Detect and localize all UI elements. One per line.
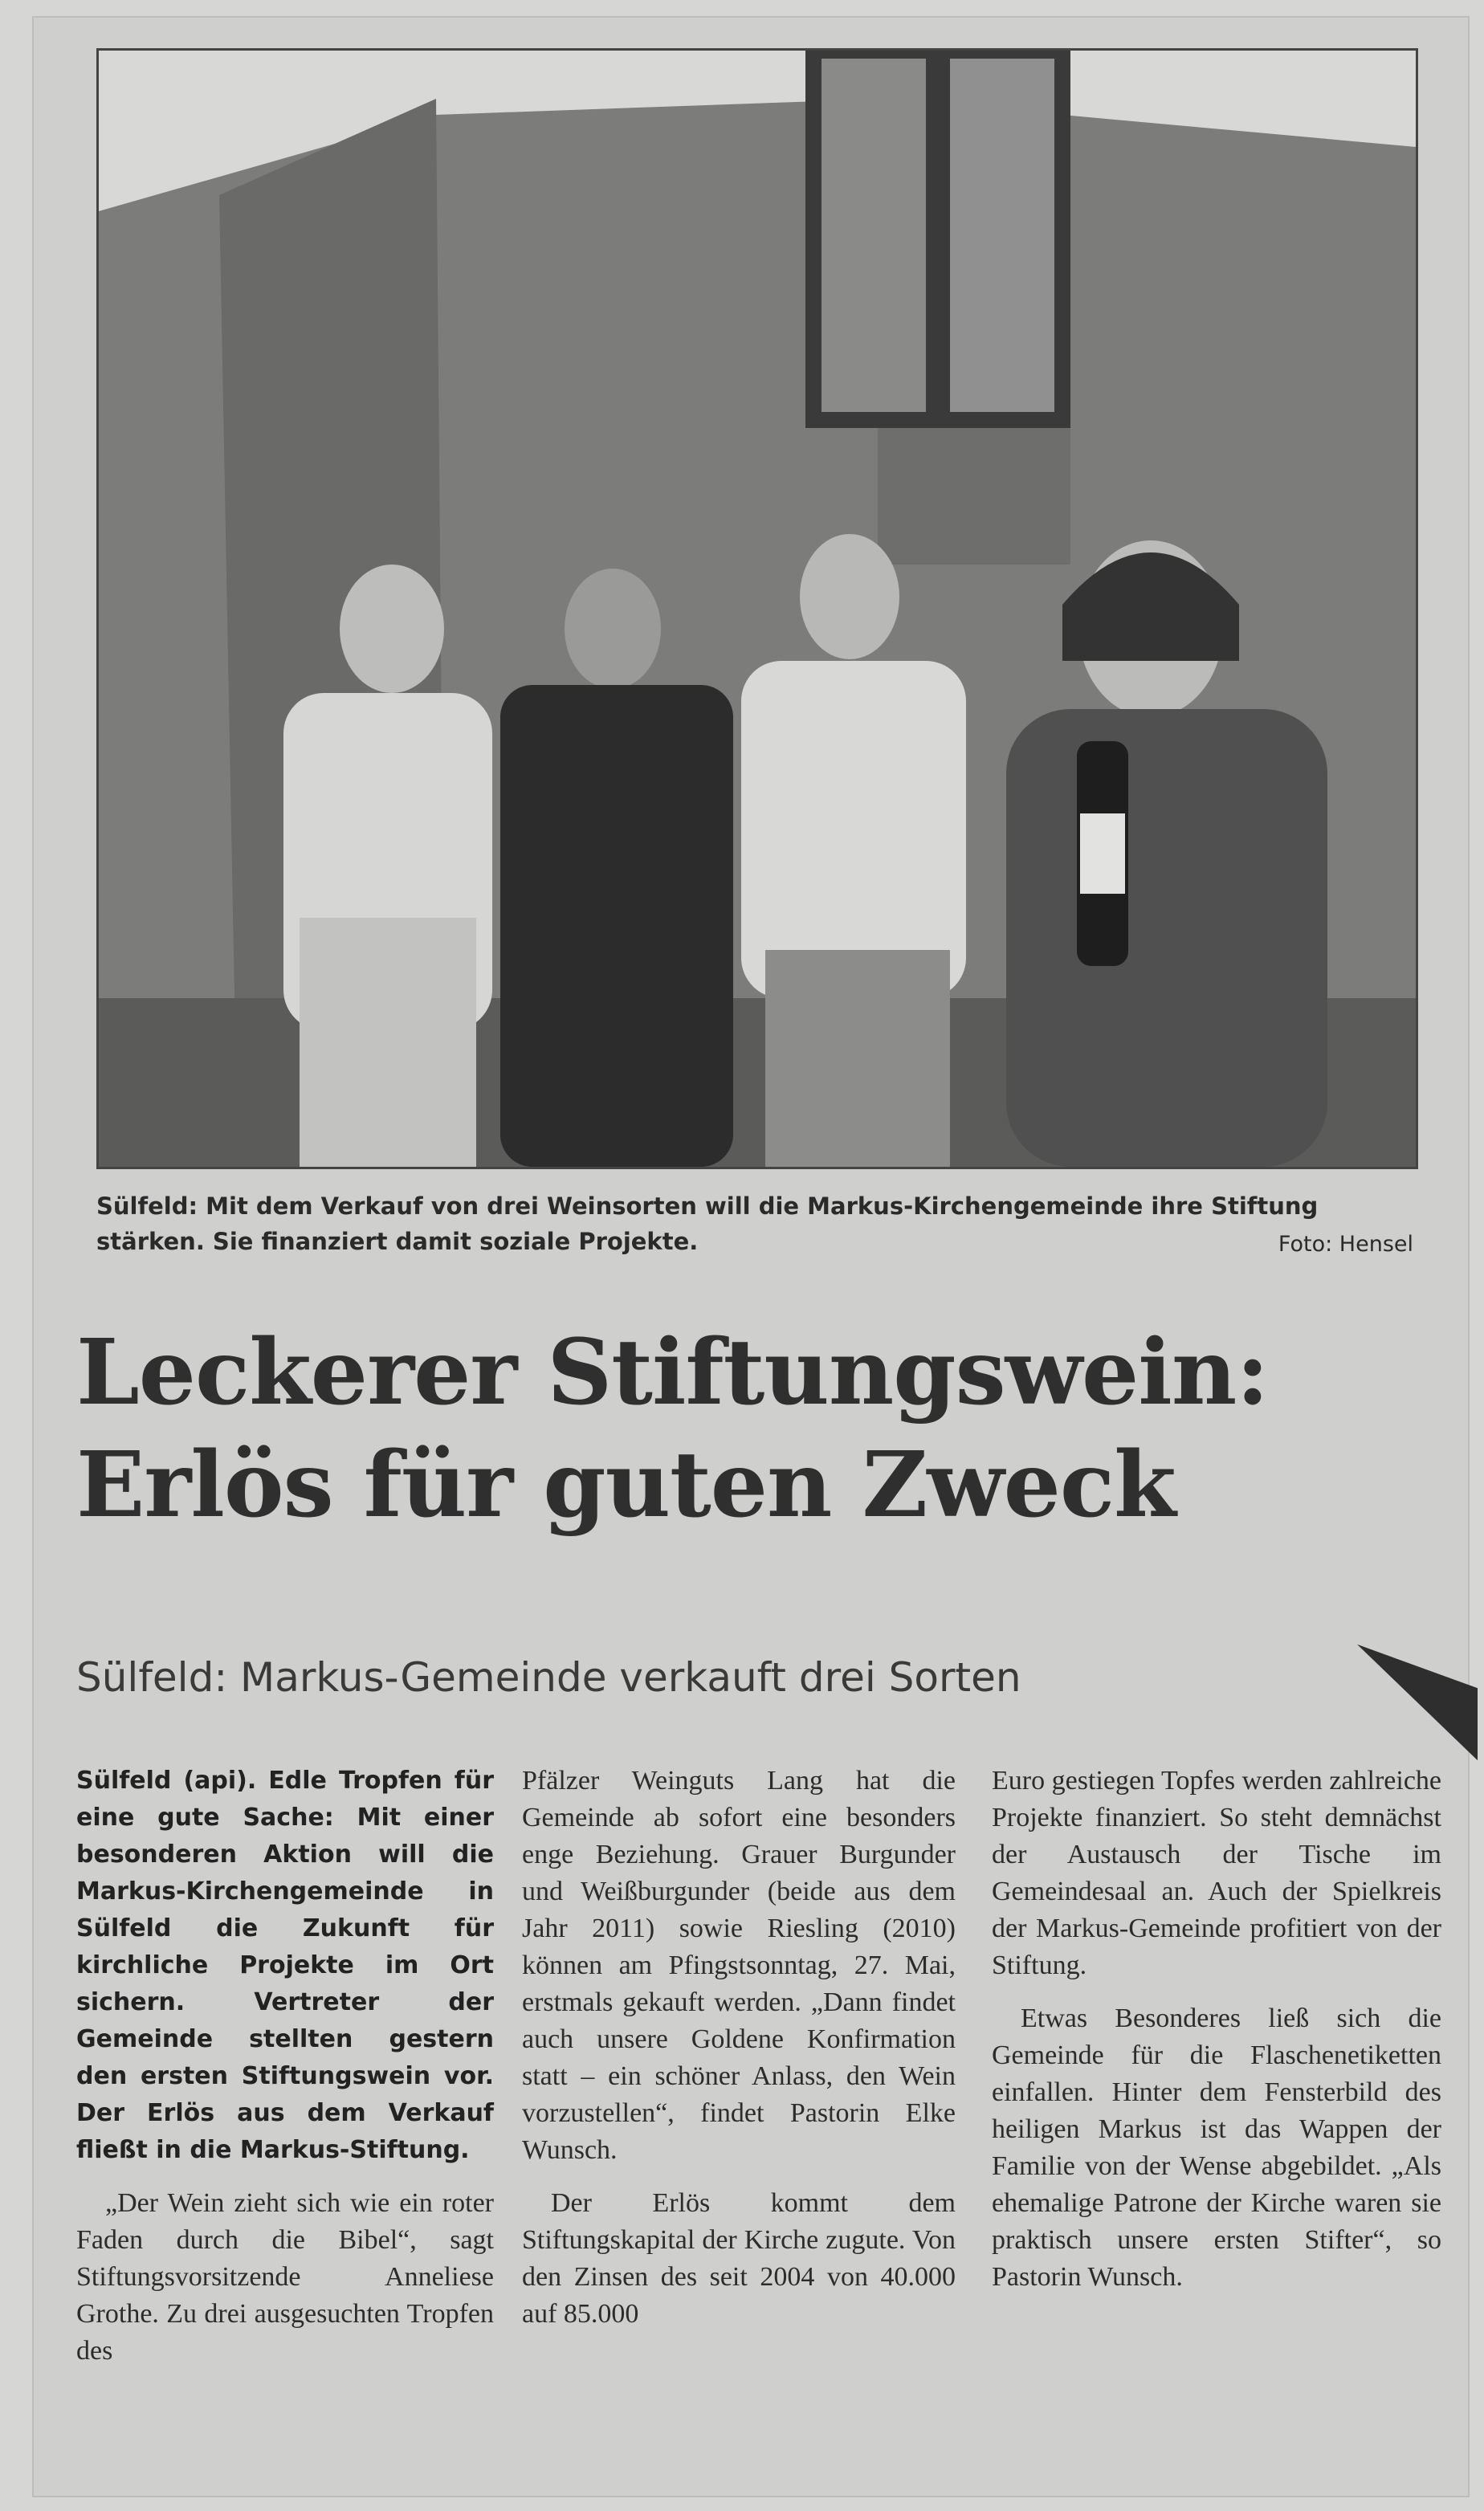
article-paragraph: Der Erlös kommt dem Stiftungskapital der Kirche zugute. Von den Zinsen des seit 2004 von 40.000 auf 85.000 <box>522 2188 956 2329</box>
headline-line-2: Erlös für guten Zweck <box>76 1433 1176 1538</box>
photo-caption <box>96 1188 1413 1259</box>
article-headline <box>76 1317 1441 1542</box>
caption-text: Sülfeld: Mit dem Verkauf von drei Weinsorten will die Markus-Kirchengemeinde ihre Stiftung stärken. Sie finanziert damit soziale Projekte. <box>96 1192 1319 1255</box>
article-paragraph: „Der Wein zieht sich wie ein roter Faden durch die Bibel“, sagt Stiftungsvorsitzende Anneliese Grothe. Zu drei ausgesuchten Tropfen des <box>76 2188 494 2366</box>
article-paragraph: Euro gestiegen Topfes werden zahlreiche Projekte finanziert. So steht demnächst der Austausch der Tische im Gemeindesaal an. Auch der Spielkreis der Markus-Gemeinde profitiert von der Stiftung. <box>992 1766 1441 1980</box>
headline-line-1: Leckerer Stiftungswein: <box>76 1320 1269 1425</box>
article-paragraph: Pfälzer Weinguts Lang hat die Gemeinde ab sofort eine besonders enge Beziehung. Grauer Burgunder und Weißburgunder (beide aus dem Jahr 2011) sowie Riesling (2010) können am Pfingstsonntag, 27. Mai, erstmals gekauft werden. „Dann findet auch unsere Goldene Konfirmation statt – ein schöner Anlass, den Wein vorzustellen“, findet Pastorin Elke Wunsch. <box>522 1766 956 2165</box>
photo-illustration <box>99 51 1416 1167</box>
article-paragraph: Etwas Besonderes ließ sich die Gemeinde für die Flaschenetiketten einfallen. Hinter dem Fensterbild des heiligen Markus ist das Wappen der Familie von der Wense abgebildet. „Als ehemalige Patrone der Kirche waren sie praktisch unsere ersten Stifter“, so Pastorin Wunsch. <box>992 2004 1441 2292</box>
article-column-3 <box>992 1763 1441 2312</box>
article-subheadline: Sülfeld: Markus-Gemeinde verkauft drei Sorten <box>76 1654 1021 1701</box>
article-column-2 <box>522 1763 956 2349</box>
article-column-1 <box>76 1763 494 2386</box>
article-photo <box>96 48 1418 1169</box>
article-lead-paragraph: Sülfeld (api). Edle Tropfen für eine gute Sache: Mit einer besonderen Aktion will die Markus-Kirchengemeinde in Sülfeld die Zukunft für kirchliche Projekte im Ort sichern. Vertreter der Gemeinde stellten gestern den ersten Stiftungswein vor. Der Erlös aus dem Verkauf fließt in die Markus-Stiftung. <box>76 1767 494 2164</box>
photo-credit: Foto: Hensel <box>1278 1232 1413 1257</box>
